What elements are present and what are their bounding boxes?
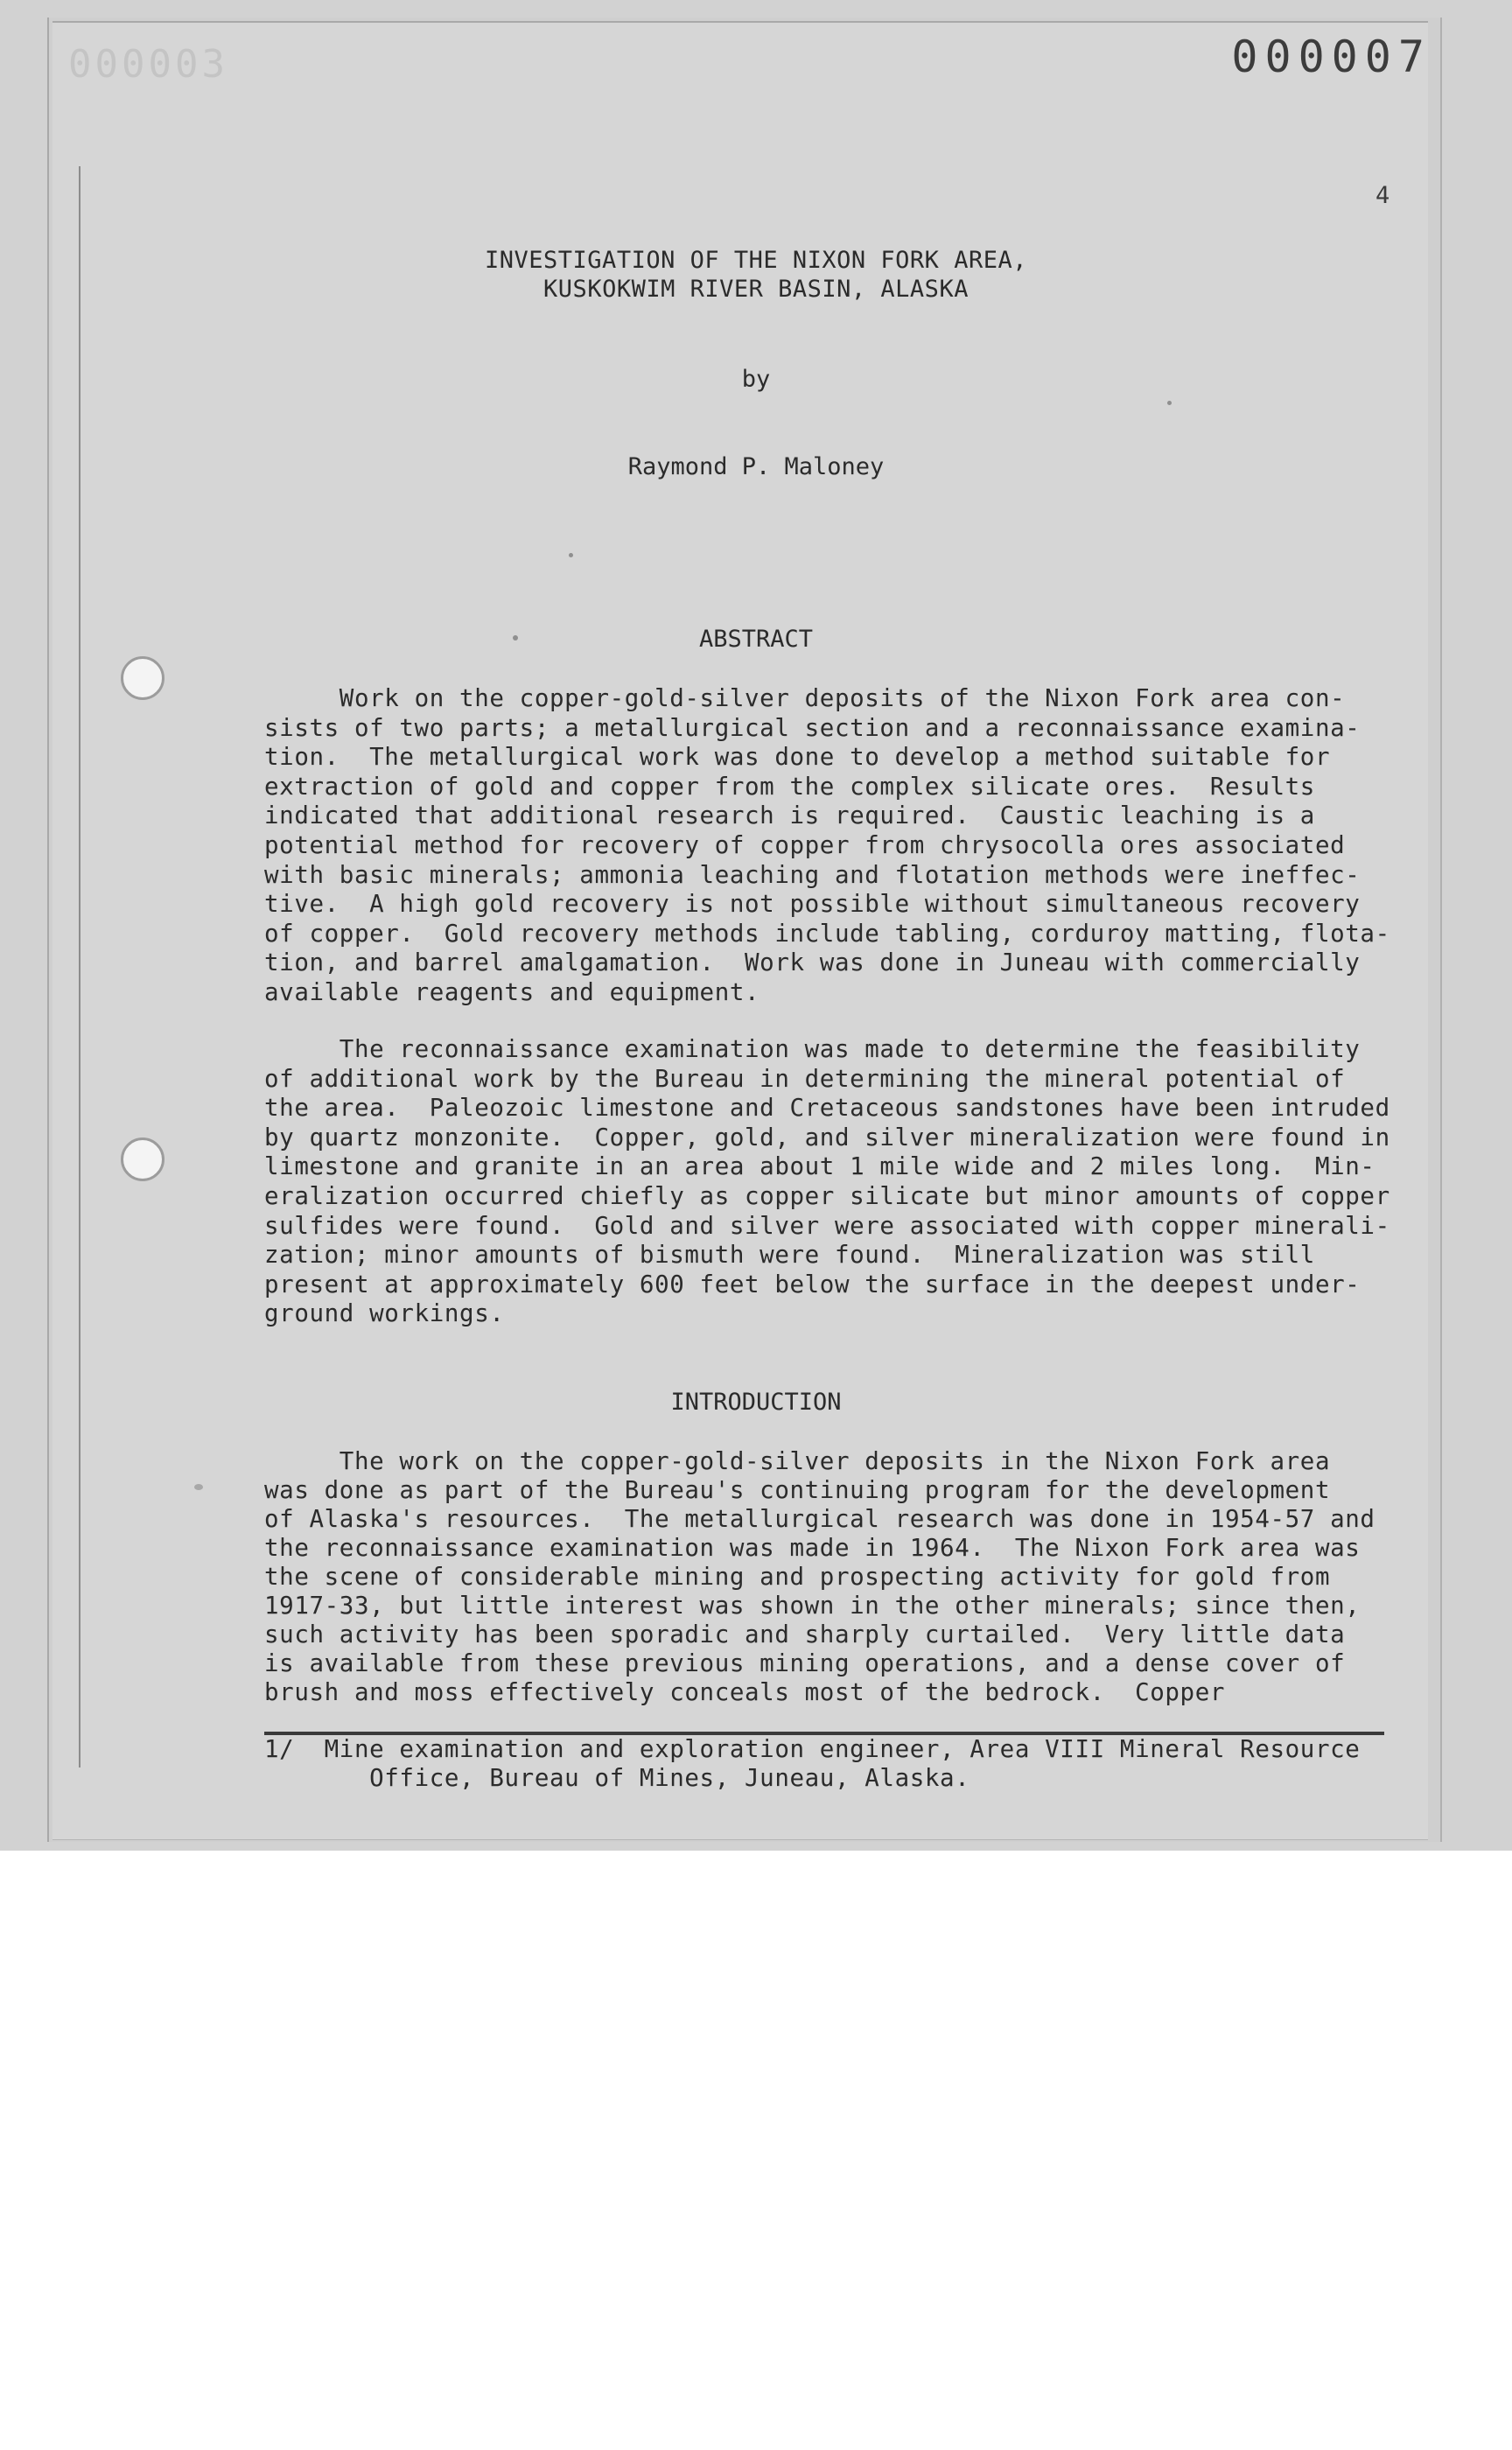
text-line: the scene of considerable mining and prospecting activity for gold from [264, 1563, 1331, 1591]
text-line: of additional work by the Bureau in determining the mineral potential of [264, 1065, 1346, 1093]
text-line: was done as part of the Bureau's continuing program for the development [264, 1476, 1331, 1504]
text-line: Work on the copper-gold-silver deposits of the Nixon Fork area con- [264, 684, 1346, 712]
abstract-heading: ABSTRACT [698, 626, 814, 653]
author-name: Raymond P. Maloney [627, 453, 885, 480]
text-line: with basic minerals; ammonia leaching and flotation methods were ineffec- [264, 861, 1361, 889]
byline-by: by [741, 366, 771, 393]
page-number: 4 [1376, 182, 1390, 209]
text-line: indicated that additional research is required. Caustic leaching is a [264, 802, 1315, 830]
text-line: extraction of gold and copper from the complex silicate ores. Results [264, 773, 1315, 801]
text-line: tion, and barrel amalgamation. Work was done in Juneau with commercially [264, 948, 1361, 976]
footnote-line: Office, Bureau of Mines, Juneau, Alaska. [264, 1764, 970, 1792]
scan-speck [569, 553, 573, 557]
text-line: sulfides were found. Gold and silver were associated with copper minerali- [264, 1212, 1390, 1240]
text-line: is available from these previous mining operations, and a dense cover of [264, 1649, 1346, 1677]
scan-speck [194, 1484, 203, 1490]
text-line: tion. The metallurgical work was done to develop a method suitable for [264, 743, 1331, 771]
text-line: ground workings. [264, 1299, 505, 1327]
ghost-document-number: 000003 [68, 42, 228, 87]
text-line: of Alaska's resources. The metallurgical research was done in 1954-57 and [264, 1505, 1376, 1533]
footnote-line: 1/ Mine examination and exploration engineer, Area VIII Mineral Resource [264, 1735, 1361, 1763]
binder-hole-bottom [121, 1138, 164, 1181]
text-line: the area. Paleozoic limestone and Cretaceous sandstones have been intruded [264, 1094, 1390, 1122]
text-line: sists of two parts; a metallurgical section and a reconnaissance examina- [264, 714, 1361, 742]
text-line: such activity has been sporadic and sharply curtailed. Very little data [264, 1620, 1346, 1648]
text-line: potential method for recovery of copper from chrysocolla ores associated [264, 831, 1346, 859]
text-line: available reagents and equipment. [264, 978, 760, 1006]
text-line: present at approximately 600 feet below the surface in the deepest under- [264, 1270, 1361, 1298]
text-line: The reconnaissance examination was made to determine the feasibility [264, 1035, 1361, 1063]
title-line: INVESTIGATION OF THE NIXON FORK AREA, [485, 247, 1027, 274]
text-line: tive. A high gold recovery is not possible without simultaneous recovery [264, 890, 1361, 918]
text-line: eralization occurred chiefly as copper silicate but minor amounts of copper [264, 1182, 1390, 1210]
text-line: limestone and granite in an area about 1 mile wide and 2 miles long. Min- [264, 1152, 1376, 1180]
text-line: The work on the copper-gold-silver deposits in the Nixon Fork area [264, 1447, 1331, 1475]
text-line: brush and moss effectively conceals most of the bedrock. Copper [264, 1678, 1226, 1706]
text-line: of copper. Gold recovery methods include tabling, corduroy matting, flota- [264, 920, 1390, 948]
text-line: the reconnaissance examination was made in 1964. The Nixon Fork area was [264, 1534, 1361, 1562]
left-margin-line [79, 166, 80, 1768]
title-line: KUSKOKWIM RIVER BASIN, ALASKA [543, 276, 969, 303]
text-line: 1917-33, but little interest was shown in the other minerals; since then, [264, 1592, 1361, 1620]
introduction-heading: INTRODUCTION [670, 1389, 842, 1416]
scan-speck [1167, 401, 1172, 405]
text-line: zation; minor amounts of bismuth were found. Mineralization was still [264, 1241, 1315, 1269]
binder-hole-top [121, 656, 164, 700]
text-line: by quartz monzonite. Copper, gold, and silver mineralization were found in [264, 1124, 1390, 1152]
document-number: 000007 [1231, 32, 1432, 82]
